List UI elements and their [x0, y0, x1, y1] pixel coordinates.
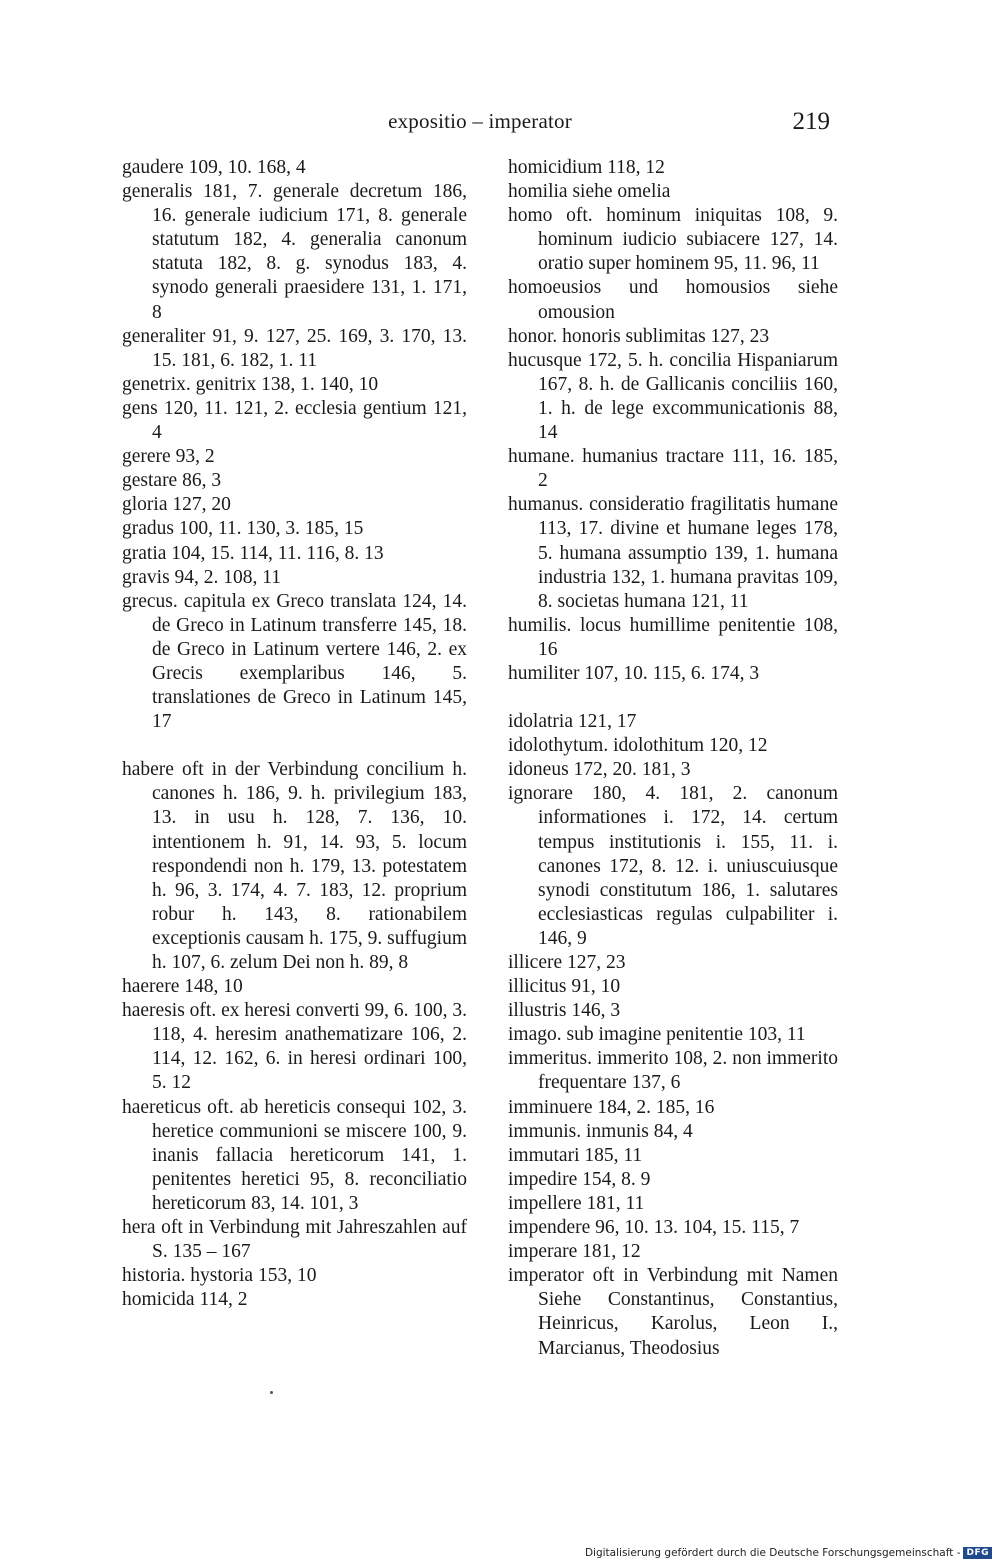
index-entry: idoneus 172, 20. 181, 3	[508, 759, 691, 781]
index-column-left	[122, 156, 467, 1312]
index-entry: haerere 148, 10	[122, 976, 243, 998]
index-entry: homicidium 118, 12	[508, 157, 665, 178]
index-entry: imago. sub imagine penitentie 103, 11	[508, 1024, 806, 1046]
digitization-footer	[585, 1547, 992, 1559]
index-entry: impendere 96, 10. 13. 104, 15. 115, 7	[508, 1217, 800, 1239]
index-entry: homoeusios und homousios siehe omousion	[508, 277, 838, 323]
index-entry: immunis. inmunis 84, 4	[508, 1120, 693, 1142]
index-entry: haereticus oft. ab hereticis consequi 102, 3. heretice communioni se miscere 100, 9. inanis fallacia hereticorum 141, 1. penitentes heretici 95, 8. reconciliatio hereticorum 83, 14. 101, 3	[122, 1096, 467, 1214]
index-entry: homo oft. hominum iniquitas 108, 9. hominum iudicio subiacere 127, 14. oratio super hominem 95, 11. 96, 11	[508, 205, 838, 275]
index-entry: illicere 127, 23	[508, 952, 626, 973]
index-entry: gloria 127, 20	[122, 494, 231, 516]
index-entry: generaliter 91, 9. 127, 25. 169, 3. 170, 13. 15. 181, 6. 182, 1. 11	[122, 325, 467, 371]
page-number: 219	[792, 108, 830, 135]
index-entry: imperator oft in Verbindung mit Namen Siehe Constantinus, Constantius, Heinricus, Karolus, Leon I., Marcianus, Theodosius	[508, 1265, 838, 1359]
index-entry: imminuere 184, 2. 185, 16	[508, 1096, 715, 1118]
index-entry: immeritus. immerito 108, 2. non immerito frequentare 137, 6	[508, 1048, 838, 1094]
section-gap	[122, 734, 467, 758]
index-entry: hera oft in Verbindung mit Jahreszahlen auf S. 135 – 167	[122, 1217, 467, 1263]
index-entry: historia. hystoria 153, 10	[122, 1265, 317, 1287]
index-entry: humilis. locus humillime penitentie 108, 16	[508, 614, 838, 660]
index-entry: immutari 185, 11	[508, 1144, 643, 1166]
index-entry: gradus 100, 11. 130, 3. 185, 15	[122, 518, 364, 540]
index-entry: habere oft in der Verbindung concilium h. canones h. 186, 9. h. privilegium 183, 13. in usu h. 128, 7. 136, 10. intentionem h. 91, 14. 93, 5. locum respondendi non h. 179, 13. potestatem h. 96, 3. 174, 4. 7. 183, 12. proprium robur h. 143, 8. rationabilem exceptionis causam h. 175, 9. suffugium h. 107, 6. zelum Dei non h. 89, 8	[122, 759, 467, 973]
index-entry: humiliter 107, 10. 115, 6. 174, 3	[508, 662, 760, 684]
index-entry: impellere 181, 11	[508, 1192, 645, 1214]
index-entry: humane. humanius tractare 111, 16. 185, 2	[508, 446, 838, 492]
index-entry: idolothytum. idolothitum 120, 12	[508, 735, 768, 757]
index-entry: gravis 94, 2. 108, 11	[122, 566, 282, 588]
index-entry: generalis 181, 7. generale decretum 186, 16. generale iudicium 171, 8. generale statutum 182, 4. generalia canonum statuta 182, 8. g. synodus 183, 4. synodo generali praesidere 131, 1. 171, 8	[122, 181, 467, 323]
index-entry: haeresis oft. ex heresi converti 99, 6. 100, 3. 118, 4. heresim anathematizare 106, 2. 114, 12. 162, 6. in heresi ordinari 100, 5. 12	[122, 1000, 467, 1094]
footer-credit-text: Digitalisierung gefördert durch die Deutsche Forschungsgemeinschaft -	[584, 1547, 961, 1559]
dfg-logo: DFG	[963, 1547, 992, 1559]
index-entry: gestare 86, 3	[122, 470, 222, 492]
index-entry: genetrix. genitrix 138, 1. 140, 10	[122, 373, 379, 395]
index-entry: gratia 104, 15. 114, 11. 116, 8. 13	[122, 542, 384, 564]
index-entry: gens 120, 11. 121, 2. ecclesia gentium 121, 4	[122, 397, 467, 444]
scan-artifact-dot	[270, 1391, 273, 1394]
index-entry: homicida 114, 2	[122, 1289, 248, 1311]
index-entry: honor. honoris sublimitas 127, 23	[508, 325, 770, 347]
index-entry: gaudere 109, 10. 168, 4	[122, 157, 306, 178]
index-entry: ignorare 180, 4. 181, 2. canonum informationes i. 172, 14. certum tempus institutionis i. 155, 11. i. canones 172, 8. 12. i. uniuscuiusque synodi constitutum 186, 1. salutares ecclesiasticas regulas culpabiliter i. 146, 9	[508, 783, 838, 949]
index-entry: hucusque 172, 5. h. concilia Hispaniarum 167, 8. h. de Gallicanis conciliis 160, 1. h. de lege excommunicationis 88, 14	[508, 349, 838, 444]
index-entry: idolatria 121, 17	[508, 711, 637, 733]
index-entry: gerere 93, 2	[122, 446, 215, 468]
index-entry: illicitus 91, 10	[508, 976, 621, 998]
index-column-right	[508, 156, 838, 1361]
index-entry: imperare 181, 12	[508, 1241, 641, 1263]
index-entry: grecus. capitula ex Greco translata 124, 14. de Greco in Latinum transferre 145, 18. de Greco in Latinum vertere 146, 2. ex Grecis exemplaribus 146, 5. translationes de Greco in Latinum 145, 17	[122, 590, 467, 733]
running-header: expositio – imperator	[388, 109, 572, 133]
index-entry: homilia siehe omelia	[508, 181, 671, 203]
index-entry: impedire 154, 8. 9	[508, 1168, 651, 1190]
index-entry: humanus. consideratio fragilitatis humane 113, 17. divine et humane leges 178, 5. humana assumptio 139, 1. humana industria 132, 1. humana pravitas 109, 8. societas humana 121, 11	[508, 494, 838, 612]
index-entry: illustris 146, 3	[508, 1000, 621, 1022]
section-gap	[508, 686, 838, 710]
